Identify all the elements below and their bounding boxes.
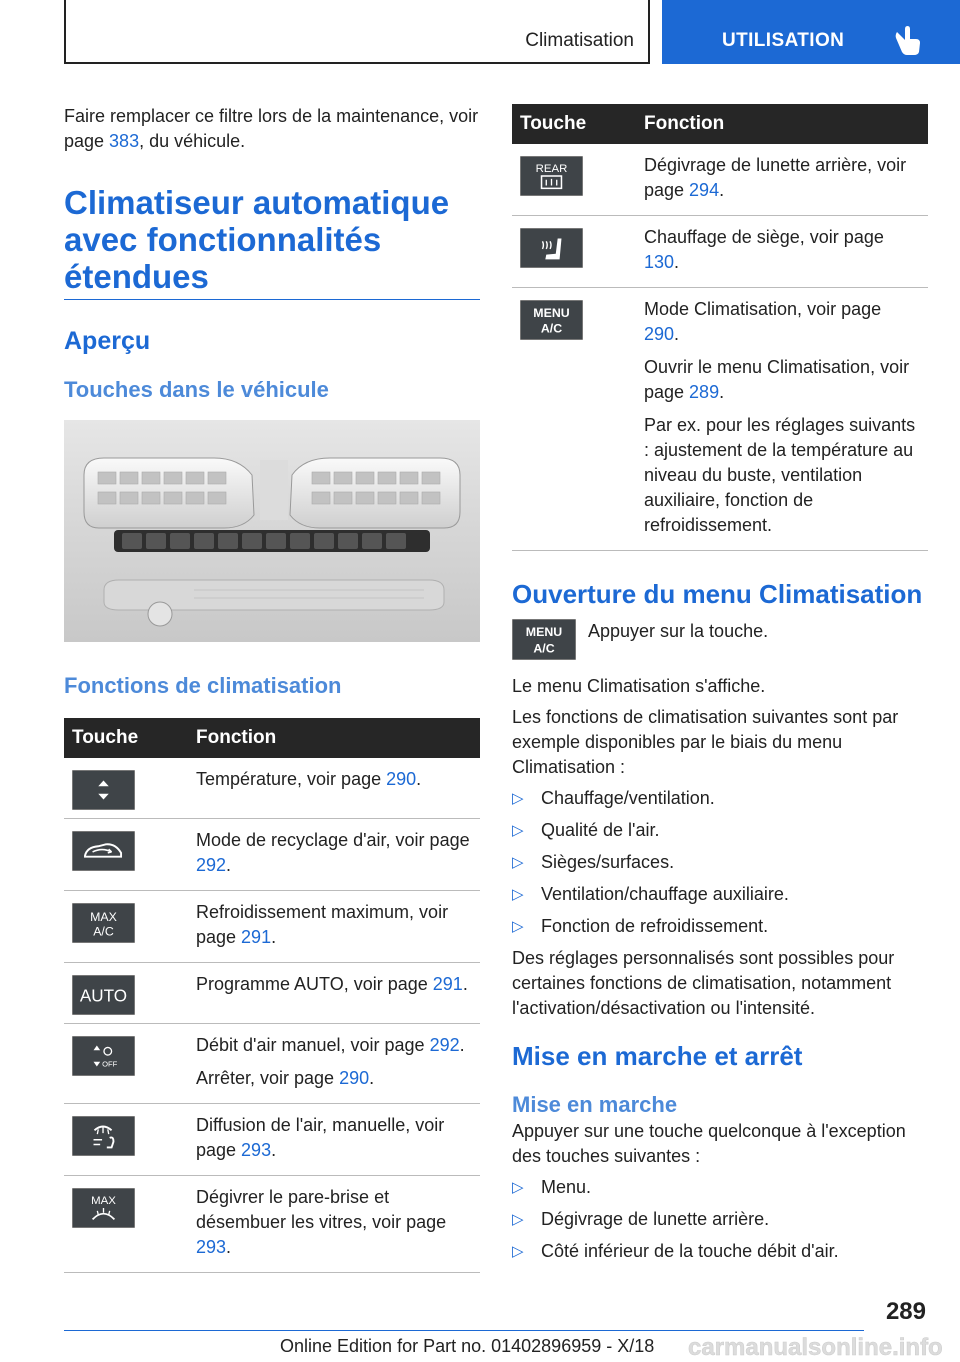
function-text: Arrêter, voir page 290. xyxy=(196,1068,375,1088)
function-text: Refroidissement maximum, voir page 291. xyxy=(196,902,449,947)
page-link[interactable]: 289 xyxy=(689,382,720,402)
svg-text:A/C: A/C xyxy=(93,924,114,939)
right-column xyxy=(512,104,928,1271)
triangle-bullet-icon: ▷ xyxy=(512,1211,524,1228)
functions-intro-text: Les fonctions de climatisation suivantes sont par exemple disponibles par le biais du menu Climatisation : xyxy=(512,707,899,777)
chapter-title: Climatisation xyxy=(525,30,634,51)
section-title: UTILISATION xyxy=(722,30,845,51)
auto-program-icon xyxy=(72,975,135,1015)
svg-text:MAX: MAX xyxy=(91,1195,116,1208)
function-text: Température, voir page 290. xyxy=(196,769,422,789)
list-item: ▷ Chauffage/ventilation. xyxy=(512,786,928,811)
function-text: Dégivrage de lunette arrière, voir page 294. xyxy=(644,155,907,200)
personal-settings-text: Des réglages personnalisés sont possibles pour certaines fonctions de climatisation, notamment l'activation/désactivation ou l'intensité. xyxy=(512,948,895,1018)
section-tab xyxy=(662,0,960,64)
list-item: ▷ Qualité de l'air. xyxy=(512,818,928,843)
list-item: ▷ Fonction de refroidissement. xyxy=(512,914,928,939)
functions-table-continued xyxy=(512,104,928,551)
svg-text:OFF: OFF xyxy=(102,1059,118,1069)
table-row xyxy=(64,1104,480,1176)
max-defrost-icon xyxy=(72,1188,135,1228)
air-recirculation-icon xyxy=(72,831,135,871)
col-header-key: Touche xyxy=(64,718,188,758)
press-key-row xyxy=(512,619,928,660)
menu-ac-icon xyxy=(512,619,576,660)
page-link[interactable]: 292 xyxy=(196,855,227,875)
svg-text:A/C: A/C xyxy=(540,321,563,336)
page-header xyxy=(0,0,960,66)
list-item: ▷ Dégivrage de lunette arrière. xyxy=(512,1207,928,1232)
svg-text:carmanualsonline.info: carmanualsonline.info xyxy=(688,1334,943,1361)
function-text: Diffusion de l'air, manuelle, voir page 293. xyxy=(196,1115,445,1160)
list-item: ▷ Menu. xyxy=(512,1175,928,1200)
table-row xyxy=(512,288,928,551)
svg-text:MENU: MENU xyxy=(525,625,563,640)
page-link[interactable]: 293 xyxy=(196,1237,227,1257)
page-link[interactable]: 293 xyxy=(241,1140,272,1160)
table-row xyxy=(64,891,480,963)
rear-defrost-icon xyxy=(520,156,583,196)
functions-table xyxy=(64,718,480,1273)
left-column xyxy=(64,104,480,1273)
triangle-bullet-icon: ▷ xyxy=(512,790,524,807)
chapter-tab xyxy=(64,0,650,64)
page-link[interactable]: 292 xyxy=(429,1035,460,1055)
page-link[interactable]: 291 xyxy=(241,927,272,947)
table-row xyxy=(64,1024,480,1104)
page-link[interactable]: 290 xyxy=(386,769,417,789)
menu-shown-text: Le menu Climatisation s'affiche. xyxy=(512,676,766,696)
function-text: Mode de recyclage d'air, voir page 292. xyxy=(196,830,470,875)
overview-heading: Aperçu xyxy=(64,327,151,355)
triangle-bullet-icon: ▷ xyxy=(512,822,524,839)
list-item: ▷ Sièges/surfaces. xyxy=(512,850,928,875)
menu-ac-icon xyxy=(520,300,583,340)
table-row xyxy=(64,963,480,1024)
list-item: ▷ Ventilation/chauffage auxiliaire. xyxy=(512,882,928,907)
table-row xyxy=(512,144,928,216)
seat-heating-icon xyxy=(520,228,583,268)
svg-text:AUTO: AUTO xyxy=(79,986,128,1006)
triangle-bullet-icon: ▷ xyxy=(512,886,524,903)
manual-airflow-icon xyxy=(72,1036,135,1076)
col-header-function: Fonction xyxy=(188,718,480,758)
function-text: Programme AUTO, voir page 291. xyxy=(196,974,468,994)
chapter-heading: Climatiseur automatique avec fonctionnalités étendues xyxy=(64,184,480,300)
open-menu-heading: Ouverture du menu Climatisation xyxy=(512,579,923,609)
max-ac-icon xyxy=(72,903,135,943)
function-text: Chauffage de siège, voir page 130. xyxy=(644,227,884,272)
switch-on-text: Appuyer sur une touche quelconque à l'exception des touches suivantes : xyxy=(512,1121,906,1166)
triangle-bullet-icon: ▷ xyxy=(512,854,524,871)
press-key-text: Appuyer sur la touche. xyxy=(588,621,769,641)
triangle-bullet-icon: ▷ xyxy=(512,1243,524,1260)
temperature-up-down-icon xyxy=(72,770,135,810)
functions-heading: Fonctions de climatisation xyxy=(64,673,342,698)
air-distribution-icon xyxy=(72,1116,135,1156)
function-text: Ouvrir le menu Climatisation, voir page 289. xyxy=(644,357,910,402)
function-text: Dégivrer le pare-brise et désembuer les vitres, voir page 293. xyxy=(196,1187,447,1257)
page-link[interactable]: 290 xyxy=(339,1068,370,1088)
function-text: Mode Climatisation, voir page 290. xyxy=(644,299,882,344)
page-link[interactable]: 291 xyxy=(432,974,463,994)
switch-on-heading: Mise en marche xyxy=(512,1092,678,1117)
triangle-bullet-icon: ▷ xyxy=(512,918,524,935)
table-row xyxy=(64,758,480,819)
function-text: Par ex. pour les réglages suivants : ajustement de la température au niveau du buste, ventilation auxiliaire, fonction de refroidissement. xyxy=(644,415,916,535)
svg-text:REAR: REAR xyxy=(535,163,568,176)
menu-functions-list xyxy=(512,786,928,939)
svg-text:MENU: MENU xyxy=(533,306,570,321)
function-text: Débit d'air manuel, voir page 292. xyxy=(196,1035,465,1055)
svg-text:A/C: A/C xyxy=(533,641,555,656)
edition-text: Online Edition for Part no. 01402896959 - X/18 xyxy=(280,1336,655,1356)
col-header-key: Touche xyxy=(512,104,636,144)
page-link[interactable]: 294 xyxy=(689,180,720,200)
on-off-heading: Mise en marche et arrêt xyxy=(512,1041,803,1071)
watermark-logo xyxy=(684,1330,960,1362)
table-row xyxy=(512,216,928,288)
intro-paragraph: Faire remplacer ce filtre lors de la maintenance, voir page 383, du véhicule. xyxy=(64,106,479,151)
col-header-function: Fonction xyxy=(636,104,928,144)
page-number: 289 xyxy=(885,1298,926,1325)
table-row xyxy=(64,819,480,891)
pointing-hand-icon xyxy=(894,24,922,56)
dashboard-photo xyxy=(64,420,480,642)
page-link[interactable]: 290 xyxy=(644,324,675,344)
table-row xyxy=(64,1176,480,1273)
page-link[interactable]: 383 xyxy=(109,131,140,151)
svg-text:MAX: MAX xyxy=(90,910,117,925)
page-link[interactable]: 130 xyxy=(644,252,675,272)
triangle-bullet-icon: ▷ xyxy=(512,1179,524,1196)
buttons-heading: Touches dans le véhicule xyxy=(64,377,329,402)
exception-list xyxy=(512,1175,928,1264)
list-item: ▷ Côté inférieur de la touche débit d'air. xyxy=(512,1239,928,1264)
